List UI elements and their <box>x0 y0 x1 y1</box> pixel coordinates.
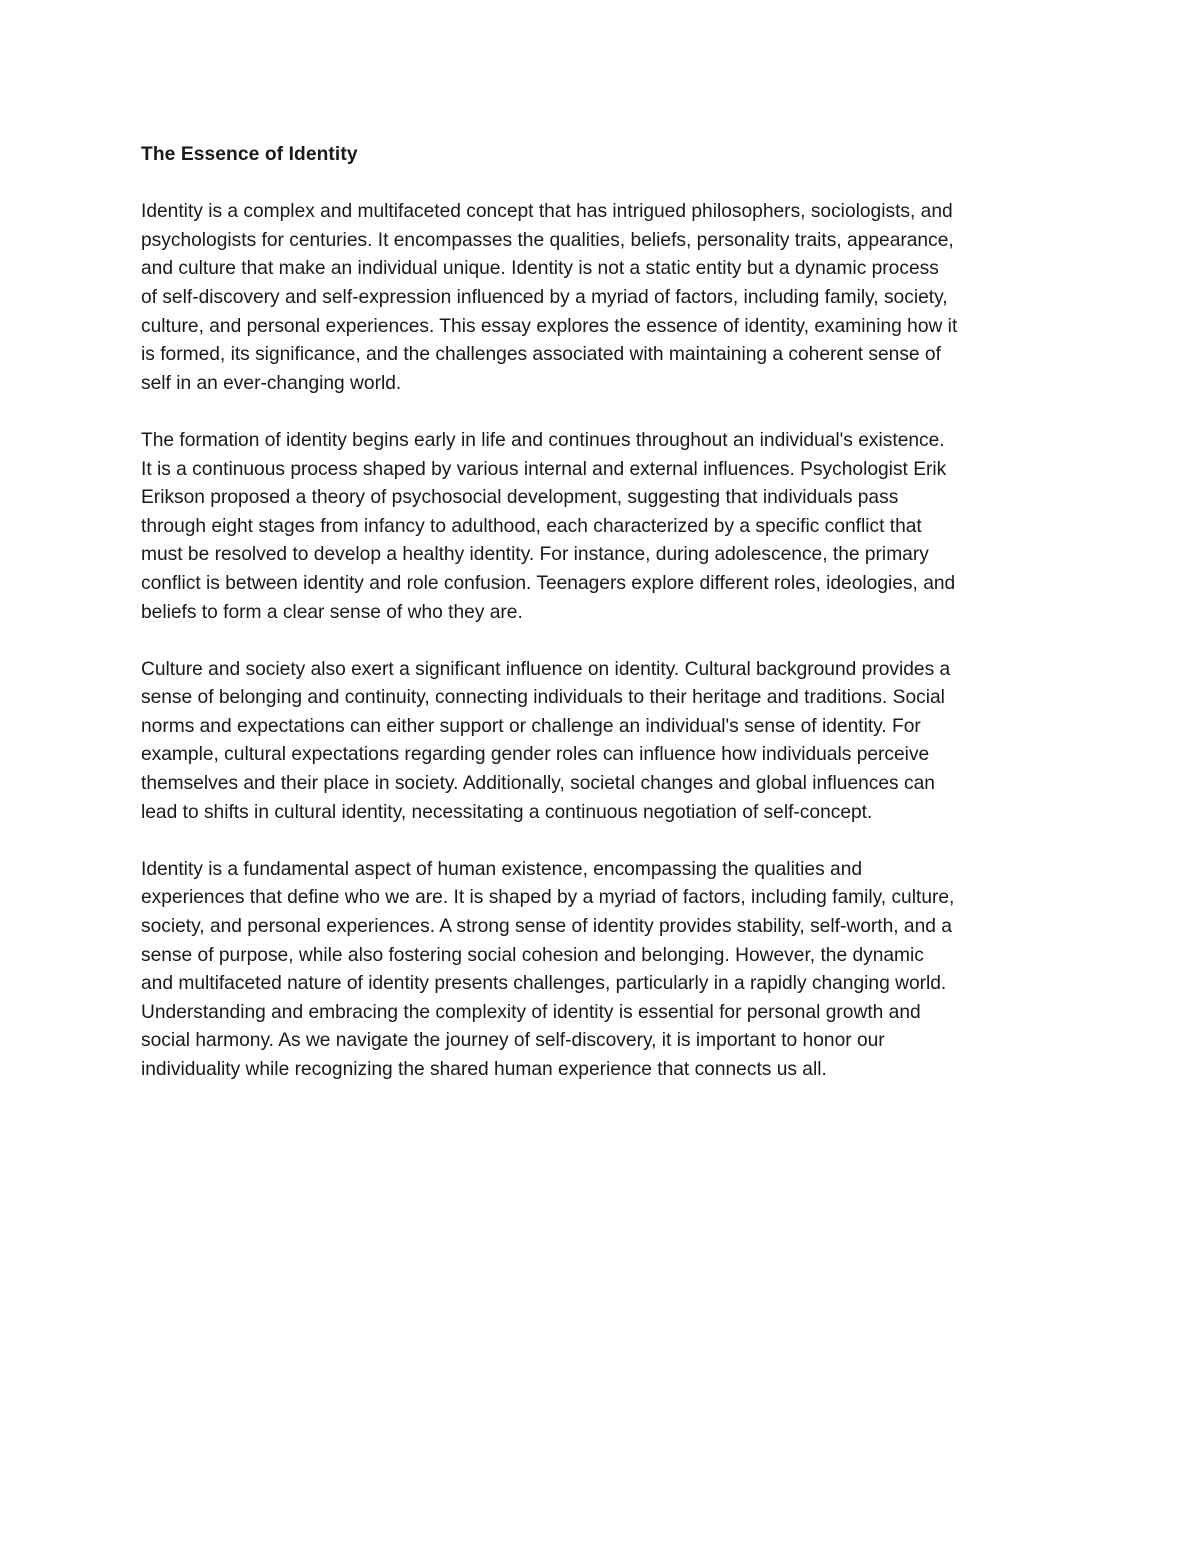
paragraph-culture <box>141 656 1066 828</box>
text-line: The formation of identity begins early in life and continues throughout an individual's existence. <box>141 429 945 451</box>
text-line: must be resolved to develop a healthy identity. For instance, during adolescence, the primary <box>141 544 929 566</box>
text-line: and multifaceted nature of identity presents challenges, particularly in a rapidly changing world. <box>141 973 947 995</box>
text-line: is formed, its significance, and the challenges associated with maintaining a coherent sense of <box>141 344 941 366</box>
text-line: sense of belonging and continuity, connecting individuals to their heritage and traditions. Social <box>141 687 945 709</box>
text-line: through eight stages from infancy to adulthood, each characterized by a specific conflict that <box>141 515 922 537</box>
document-title: The Essence of Identity <box>141 144 358 165</box>
text-line: example, cultural expectations regarding gender roles can influence how individuals perceive <box>141 744 930 766</box>
text-line: and culture that make an individual unique. Identity is not a static entity but a dynamic process <box>141 258 939 280</box>
text-line: lead to shifts in cultural identity, necessitating a continuous negotiation of self-concept. <box>141 801 873 823</box>
text-line: conflict is between identity and role confusion. Teenagers explore different roles, ideologies, and <box>141 572 956 594</box>
paragraph-formation <box>141 427 1066 627</box>
document-body <box>141 141 1066 1085</box>
text-line: Erikson proposed a theory of psychosocial development, suggesting that individuals pass <box>141 487 899 509</box>
text-line: It is a continuous process shaped by various internal and external influences. Psychologist Erik <box>141 458 947 480</box>
text-line: themselves and their place in society. Additionally, societal changes and global influences can <box>141 773 935 795</box>
text-line: norms and expectations can either support or challenge an individual's sense of identity. For <box>141 715 921 737</box>
text-line: Culture and society also exert a significant influence on identity. Cultural background provides a <box>141 658 951 680</box>
paragraph-conclusion <box>141 856 1066 1085</box>
text-line: self in an ever-changing world. <box>141 372 402 394</box>
text-line: Identity is a complex and multifaceted concept that has intrigued philosophers, sociologists, and <box>141 201 953 223</box>
text-line: society, and personal experiences. A strong sense of identity provides stability, self-worth, and a <box>141 916 952 938</box>
text-line: experiences that define who we are. It is shaped by a myriad of factors, including family, culture, <box>141 887 955 909</box>
text-line: of self-discovery and self-expression influenced by a myriad of factors, including family, society, <box>141 286 948 308</box>
text-line: social harmony. As we navigate the journey of self-discovery, it is important to honor our <box>141 1030 885 1052</box>
text-line: individuality while recognizing the shared human experience that connects us all. <box>141 1059 827 1080</box>
text-line: culture, and personal experiences. This essay explores the essence of identity, examining how it <box>141 315 958 337</box>
text-line: Identity is a fundamental aspect of human existence, encompassing the qualities and <box>141 858 863 880</box>
text-line: beliefs to form a clear sense of who they are. <box>141 601 523 623</box>
paragraph-intro <box>141 198 1066 398</box>
text-line: sense of purpose, while also fostering social cohesion and belonging. However, the dynamic <box>141 944 924 966</box>
text-line: Understanding and embracing the complexity of identity is essential for personal growth and <box>141 1001 921 1023</box>
text-line: psychologists for centuries. It encompasses the qualities, beliefs, personality traits, appearance, <box>141 229 954 251</box>
